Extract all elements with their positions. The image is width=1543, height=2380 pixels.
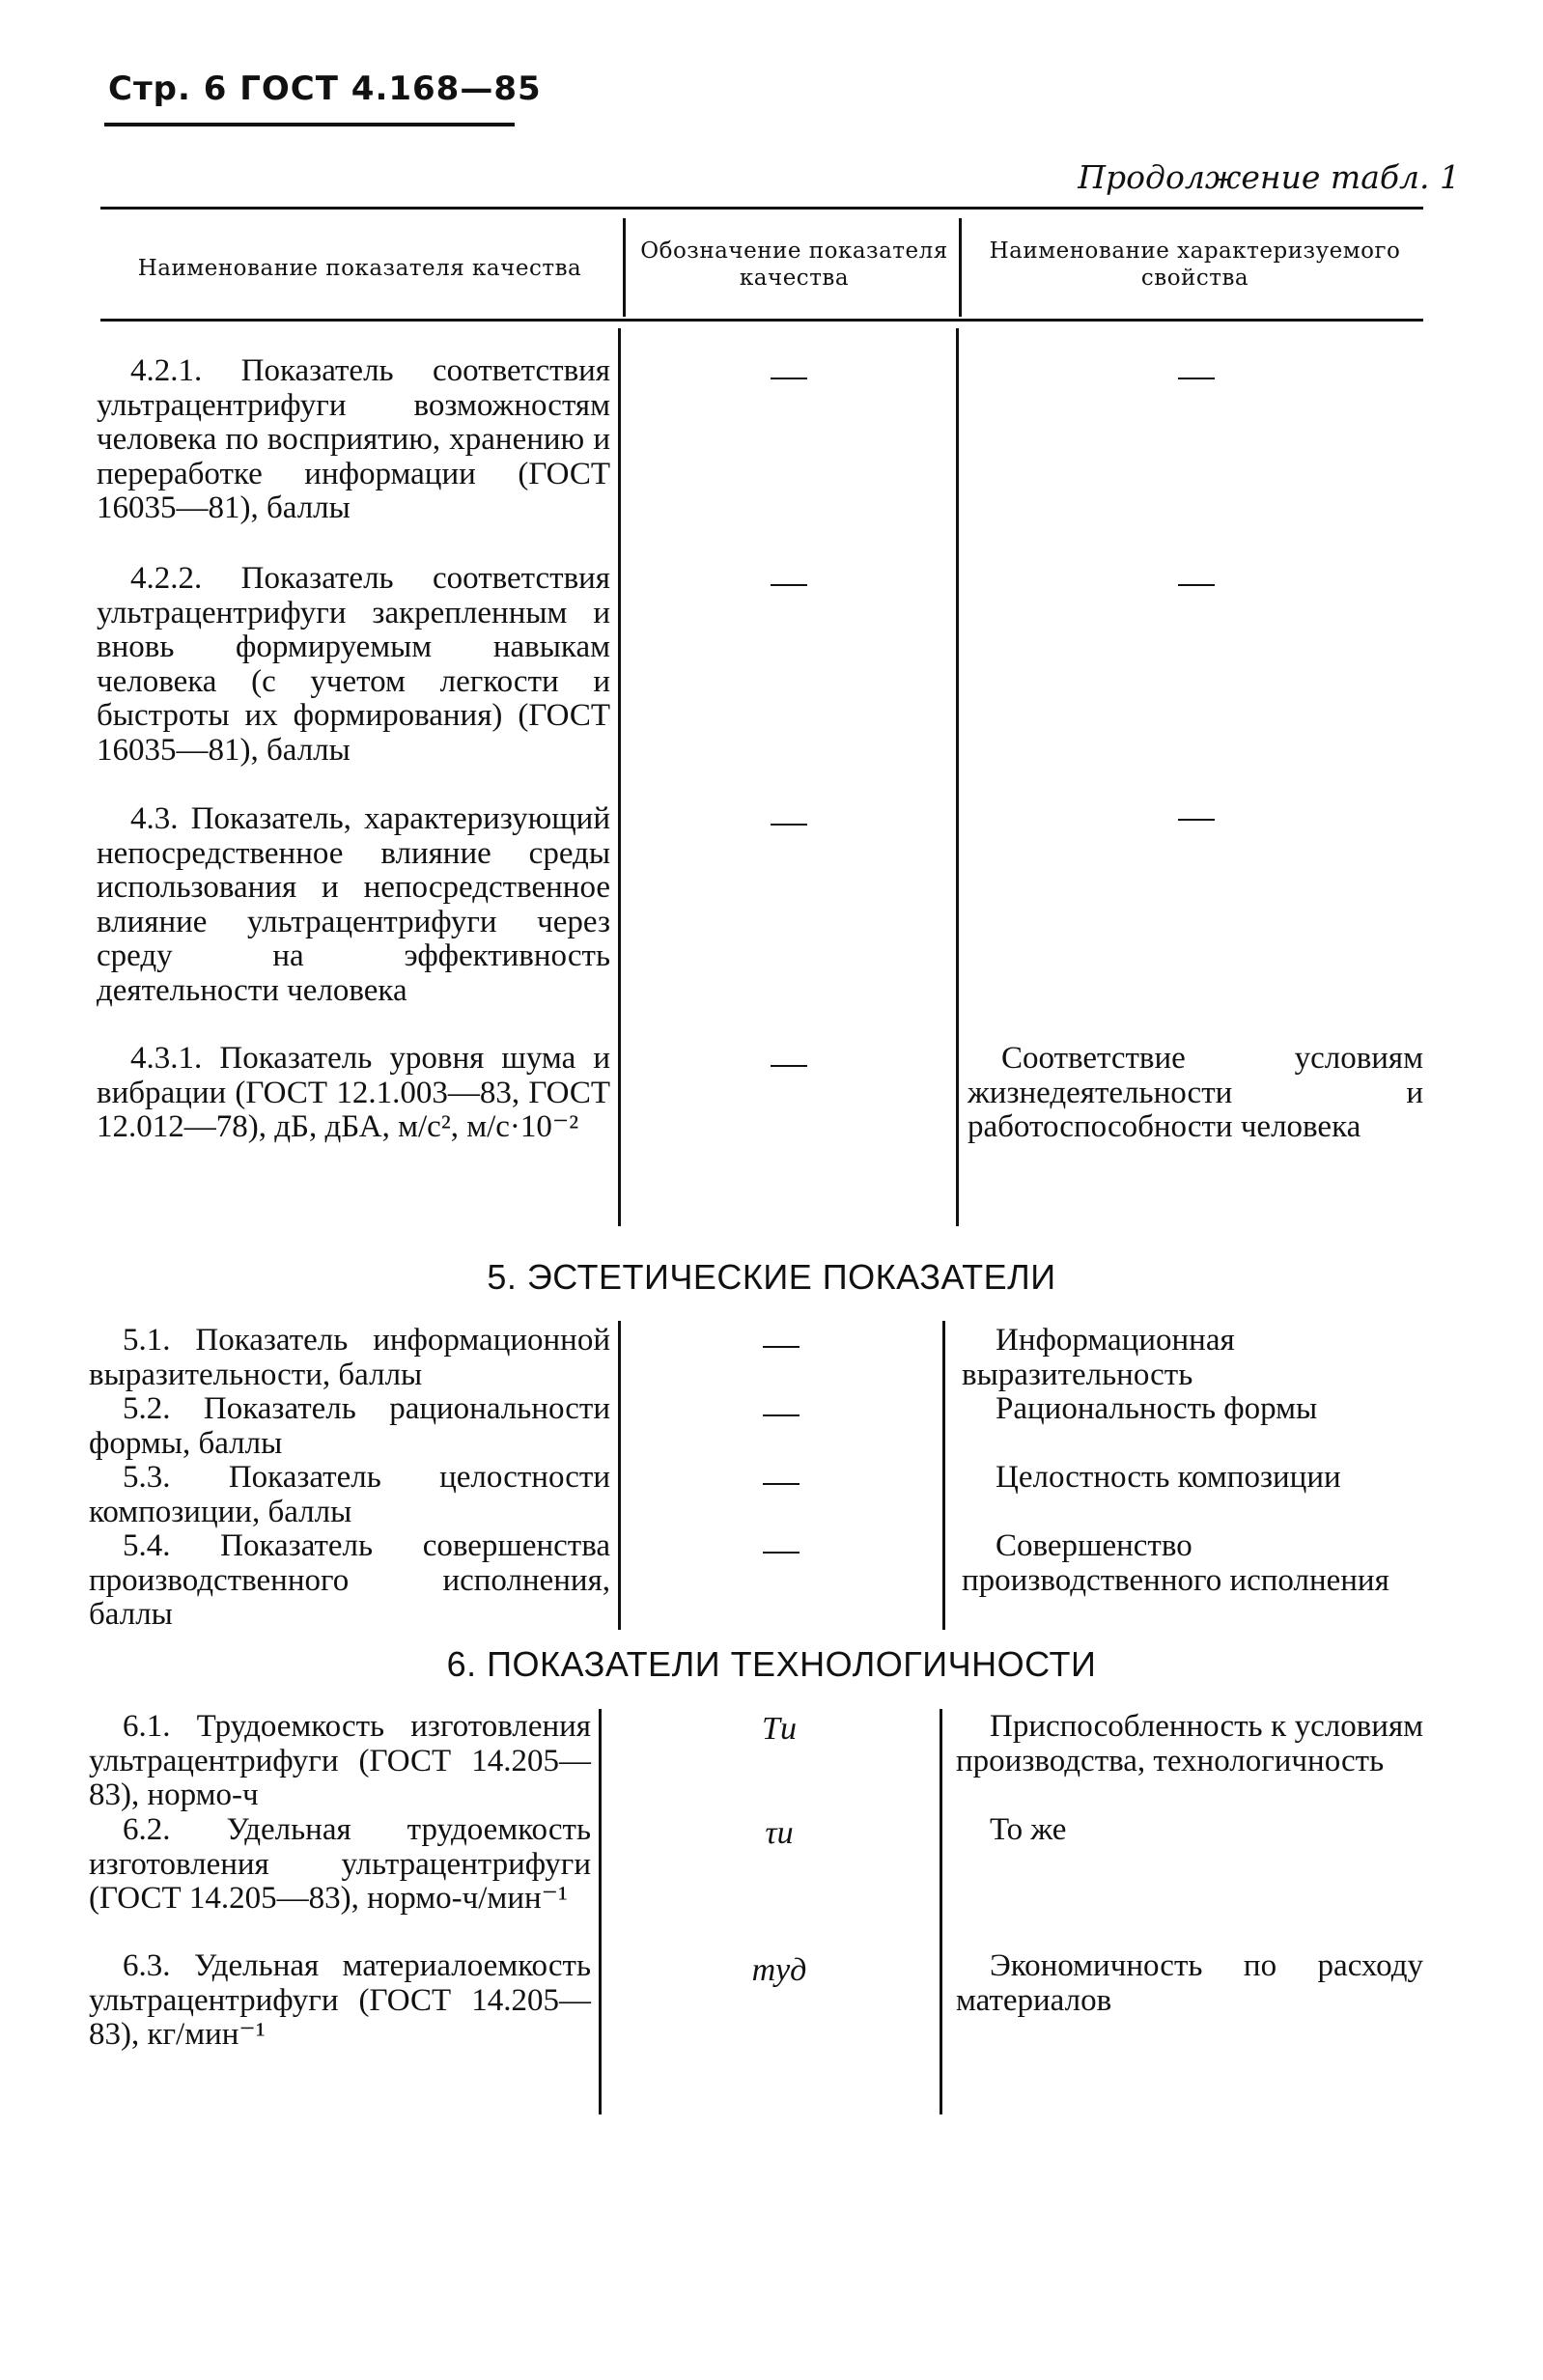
row-name-5-2: 5.2. Показатель рациональности формы, баллы — [89, 1391, 610, 1461]
row-name-4-2-1: 4.2.1. Показатель соответствия ультрацентрифуги возможностям человека по восприятию, хранению и переработке информации (ГОСТ 16035—81), баллы — [97, 353, 610, 525]
row-name-6-2: 6.2. Удельная трудоемкость изготовления ультрацентрифуги (ГОСТ 14.205—83), нормо-ч/мин⁻¹ — [89, 1812, 591, 1916]
row-name-5-3: 5.3. Показатель целостности композиции, баллы — [89, 1460, 610, 1529]
section6-divider-1 — [599, 1709, 602, 2114]
row-property-4-2-2 — [1178, 584, 1215, 586]
body-divider-2 — [956, 328, 959, 1226]
body-divider-1 — [618, 328, 621, 1226]
row-symbol-5-3 — [763, 1483, 800, 1485]
row-name-6-3: 6.3. Удельная материалоемкость ультрацентрифуги (ГОСТ 14.205—83), кг/мин⁻¹ — [89, 1948, 591, 2052]
table-top-rule — [100, 207, 1423, 210]
col-header-designation: Обозначение показателя качества — [640, 238, 948, 291]
row-name-5-1: 5.1. Показатель информационной выразительности, баллы — [89, 1323, 610, 1392]
row-symbol-6-2: τи — [765, 1815, 794, 1851]
row-name-4-3-1: 4.3.1. Показатель уровня шума и вибрации (ГОСТ 12.1.003—83, ГОСТ 12.012—78), дБ, дБА, м/с², м/с·10⁻² — [97, 1041, 610, 1144]
header-divider-1 — [623, 218, 626, 317]
col-header-property: Наименование характеризуемого свойства — [989, 238, 1401, 291]
section-title-technological: 6. ПОКАЗАТЕЛИ ТЕХНОЛОГИЧНОСТИ — [446, 1644, 1097, 1684]
row-name-4-3: 4.3. Показатель, характеризующий непосредственное влияние среды использования и непосредственное влияние ультрацентрифуги через среду на эффективность деятельности человека — [97, 801, 610, 1008]
section-title-aesthetic: 5. ЭСТЕТИЧЕСКИЕ ПОКАЗАТЕЛИ — [487, 1257, 1056, 1297]
row-property-5-4: Совершенство производственного исполнения — [962, 1528, 1389, 1598]
row-symbol-5-4 — [763, 1552, 800, 1554]
row-property-6-3: Экономичность по расходу материалов — [956, 1948, 1423, 2018]
row-symbol-4-2-1 — [771, 378, 807, 379]
row-property-5-1: Информационная выразительность — [962, 1323, 1235, 1392]
row-symbol-6-1: Tи — [762, 1711, 797, 1747]
row-symbol-4-3-1 — [771, 1065, 807, 1067]
row-symbol-6-3: mуд — [751, 1952, 807, 1988]
section5-divider-1 — [618, 1321, 621, 1630]
table-continuation-label: Продолжение табл. 1 — [1078, 158, 1460, 196]
section6-divider-2 — [940, 1709, 942, 2114]
row-property-4-2-1 — [1178, 378, 1215, 379]
row-property-6-1: Приспособленность к условиям производства, технологичность — [956, 1709, 1423, 1778]
row-symbol-5-1 — [763, 1346, 800, 1348]
row-name-6-1: 6.1. Трудоемкость изготовления ультрацентрифуги (ГОСТ 14.205—83), нормо-ч — [89, 1709, 591, 1812]
row-property-5-3: Целостность композиции — [996, 1460, 1341, 1495]
row-property-6-2: То же — [990, 1812, 1067, 1847]
page-header: Стр. 6 ГОСТ 4.168—85 — [108, 70, 542, 108]
row-symbol-4-2-2 — [771, 584, 807, 586]
row-name-5-4: 5.4. Показатель совершенства производственного исполнения, баллы — [89, 1528, 610, 1632]
section5-divider-2 — [942, 1321, 945, 1630]
row-property-4-3 — [1178, 819, 1215, 821]
row-symbol-5-2 — [763, 1414, 800, 1416]
row-property-4-3-1: Соответствие условиям жизнедеятельности и работоспособности человека — [968, 1041, 1423, 1144]
row-name-4-2-2: 4.2.2. Показатель соответствия ультрацентрифуги закрепленным и вновь формируемым навыкам человека (с учетом легкости и быстроты их формирования) (ГОСТ 16035—81), баллы — [97, 561, 610, 768]
col-header-quality-name: Наименование показателя качества — [137, 256, 582, 281]
row-symbol-4-3 — [771, 824, 807, 826]
header-underline — [104, 123, 515, 126]
row-property-5-2: Рациональность формы — [996, 1391, 1318, 1426]
table-header-bottom-rule — [100, 319, 1423, 322]
header-divider-2 — [959, 218, 962, 317]
